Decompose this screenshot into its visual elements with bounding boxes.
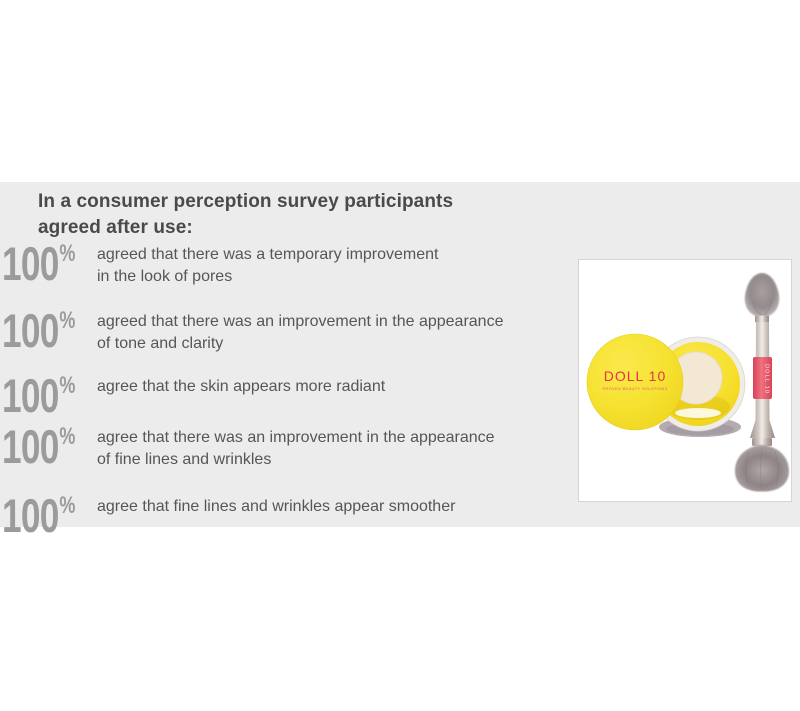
stat-description (97, 427, 495, 471)
stat-line-2: of fine lines and wrinkles (97, 451, 272, 468)
stat-description (97, 244, 439, 288)
jar-bottom-highlight (675, 408, 721, 418)
stat-percent (2, 420, 76, 473)
percent-sign: % (59, 423, 76, 450)
stat-percent (2, 369, 76, 422)
stat-description (97, 376, 385, 398)
stat-row-radiant (0, 369, 575, 430)
stat-row-smoother (0, 489, 575, 550)
percent-value: 100 (2, 420, 59, 473)
brush-bottom-bristles (735, 445, 789, 492)
percent-value: 100 (2, 304, 59, 357)
stat-percent (2, 237, 76, 290)
survey-heading (38, 189, 453, 241)
stat-row-pores (0, 237, 575, 298)
jar-lid (587, 334, 683, 430)
stat-line-1: agree that there was an improvement in the appearance (97, 429, 495, 446)
brush-top-ferrule (755, 316, 769, 323)
lid-brand-text: DOLL 10 (603, 368, 667, 384)
stat-line-2: of tone and clarity (97, 335, 224, 352)
stat-line-1: agreed that there was an improvement in the appearance (97, 313, 504, 330)
percent-sign: % (59, 372, 76, 399)
stat-percent (2, 304, 76, 357)
heading-line-2: agreed after use: (38, 217, 193, 238)
stat-percent (2, 489, 76, 542)
stat-description (97, 496, 455, 518)
heading-line-1: In a consumer perception survey participants (38, 191, 454, 212)
stat-line-2: in the look of pores (97, 268, 233, 285)
brush-band-label: DOLL 10 (763, 364, 770, 395)
stat-line-1: agree that fine lines and wrinkles appear smoother (97, 498, 456, 515)
percent-sign: % (59, 240, 76, 267)
product-image (578, 259, 792, 502)
stat-row-tone-clarity (0, 304, 575, 365)
brush-bottom-ferrule (752, 438, 772, 446)
stat-description (97, 311, 503, 355)
product-illustration (579, 260, 791, 501)
percent-sign: % (59, 492, 76, 519)
percent-value: 100 (2, 489, 59, 542)
percent-sign: % (59, 307, 76, 334)
percent-value: 100 (2, 237, 59, 290)
percent-value: 100 (2, 369, 59, 422)
stat-line-1: agreed that there was a temporary improvement (97, 246, 439, 263)
lid-tagline-text: PROVEN BEAUTY SOLUTIONS (602, 386, 668, 391)
brush-top-bristles (745, 273, 779, 317)
stat-row-fine-lines (0, 420, 575, 481)
stat-line-1: agree that the skin appears more radiant (97, 378, 386, 395)
